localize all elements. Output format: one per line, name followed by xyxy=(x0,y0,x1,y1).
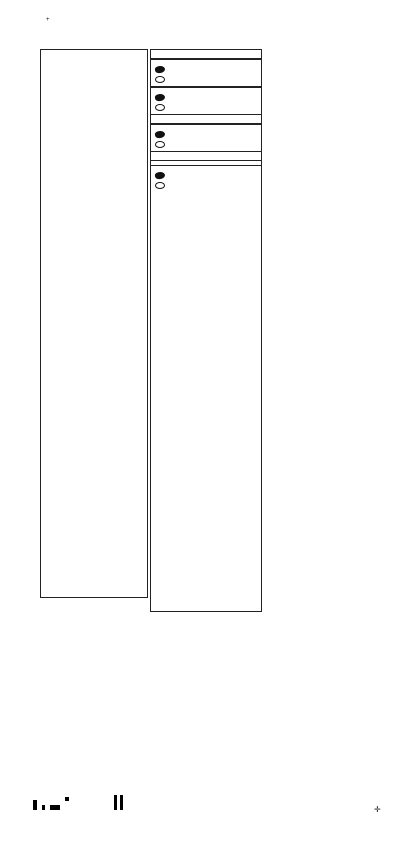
local-races-column xyxy=(40,49,148,598)
amendment-1 xyxy=(151,59,261,83)
special-election xyxy=(151,151,261,189)
empty-oval-icon[interactable] xyxy=(155,182,165,189)
amendment-number xyxy=(151,59,261,60)
filled-oval-icon[interactable] xyxy=(154,171,165,180)
amendments-header xyxy=(151,50,261,59)
bottom-timing-mark xyxy=(120,795,123,810)
bottom-timing-mark xyxy=(50,805,60,810)
empty-oval-icon[interactable] xyxy=(155,141,165,148)
filled-oval-icon[interactable] xyxy=(154,93,165,102)
yes-option[interactable] xyxy=(155,94,257,101)
registration-mark: + xyxy=(46,17,50,23)
yes-option[interactable] xyxy=(155,172,257,179)
bottom-timing-mark xyxy=(114,795,117,810)
filled-oval-icon[interactable] xyxy=(154,65,165,74)
yes-option[interactable] xyxy=(155,66,257,73)
referendum-number xyxy=(151,124,261,125)
amendment-number xyxy=(151,87,261,88)
amendment-2 xyxy=(151,86,261,111)
empty-oval-icon[interactable] xyxy=(155,104,165,111)
special-election-header xyxy=(151,152,261,161)
statewide-referendum xyxy=(151,114,261,148)
no-option[interactable] xyxy=(155,104,257,111)
referendum-header xyxy=(151,115,261,124)
bottom-timing-mark xyxy=(42,805,45,810)
timing-marks-top xyxy=(12,27,388,41)
measures-column xyxy=(150,49,262,612)
no-option[interactable] xyxy=(155,76,257,83)
crosshair-icon: ✛ xyxy=(374,805,381,814)
no-option[interactable] xyxy=(155,141,257,148)
no-option[interactable] xyxy=(155,182,257,189)
bottom-timing-mark xyxy=(65,797,69,801)
empty-oval-icon[interactable] xyxy=(155,76,165,83)
timing-marks-bottom xyxy=(12,817,388,831)
filled-oval-icon[interactable] xyxy=(154,130,165,139)
bottom-timing-mark xyxy=(33,800,37,810)
yes-option[interactable] xyxy=(155,131,257,138)
